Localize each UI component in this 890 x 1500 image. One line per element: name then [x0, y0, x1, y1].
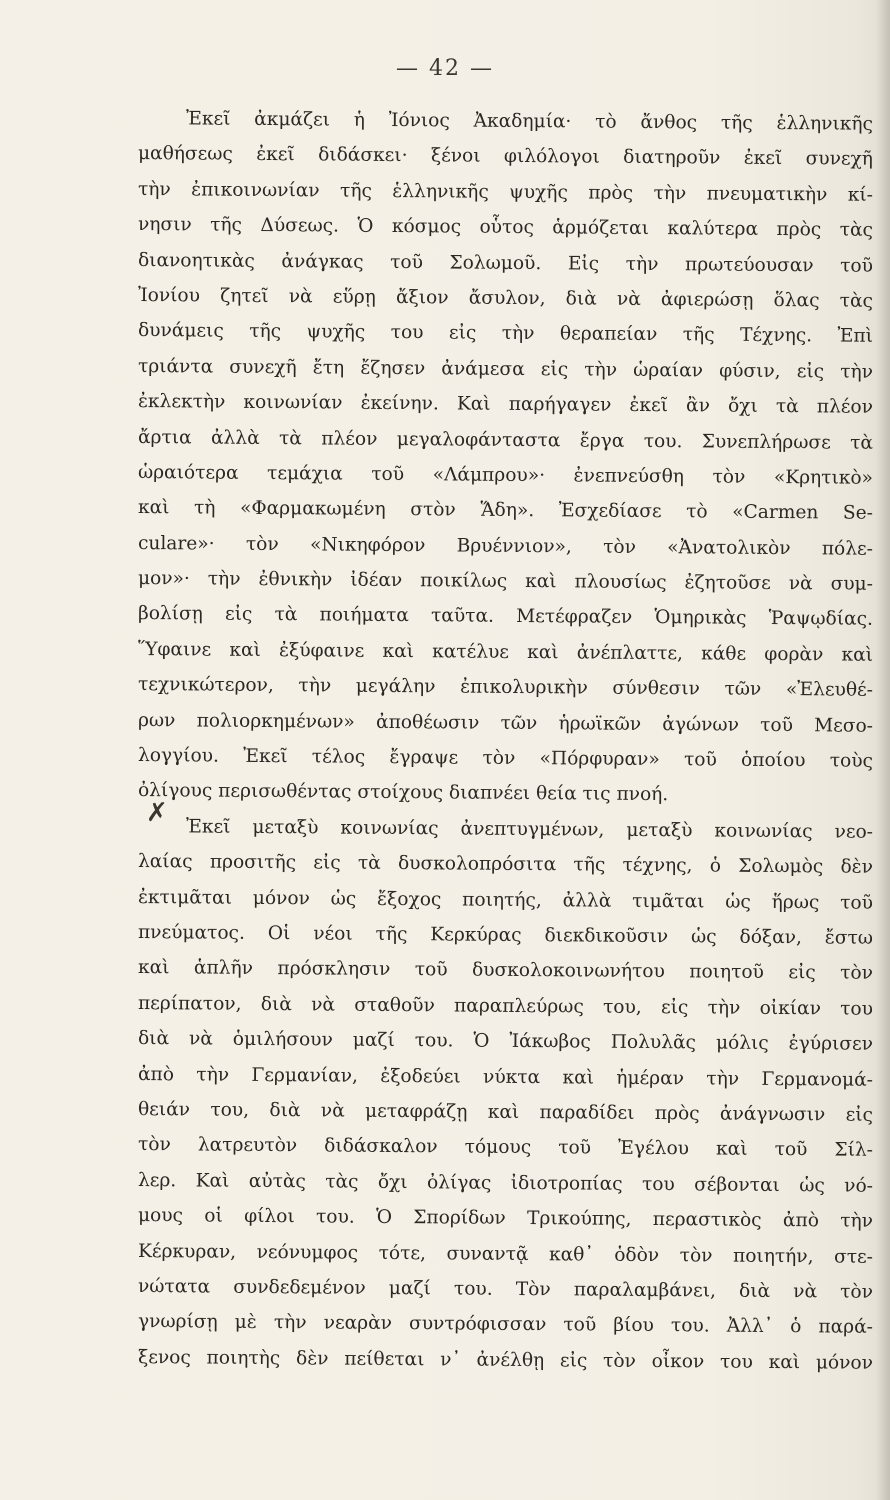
- page-number: — 42 —: [396, 56, 494, 81]
- text-line: ὡραιότερα τεμάχια τοῦ «Λάμπρου»· ἐνεπνεύσθη τὸν «Κρητικὸ»: [137, 461, 874, 489]
- text-line: ξενος ποιητὴς δὲν πείθεται ν᾽ ἀνέλθῃ εἰς τὸν οἶκον του καὶ μόνον: [137, 1346, 874, 1374]
- text-line: μον»· τὴν ἐθνικὴν ἰδέαν ποικίλως καὶ πλουσίως ἐζητοῦσε νὰ συμ-: [137, 568, 874, 595]
- text-line: περίπατον, διὰ νὰ σταθοῦν παραπλεύρως του, εἰς τὴν οἰκίαν του: [137, 992, 874, 1020]
- text-line: τεχνικώτερον, τὴν μεγάλην ἐπικολυρικὴν σύνθεσιν τῶν «Ἐλευθέ-: [137, 674, 874, 702]
- text-line: λερ. Καὶ αὐτὰς τὰς ὄχι ὀλίγας ἰδιοτροπίας του σέβονται ὡς νό-: [137, 1169, 874, 1197]
- text-line: μους οἱ φίλοι του. Ὁ Σπορίδων Τρικούπης, περαστικὸς ἀπὸ τὴν: [137, 1205, 874, 1232]
- text-line: θειάν του, διὰ νὰ μεταφράζῃ καὶ παραδίδει πρὸς ἀνάγνωσιν εἰς: [137, 1098, 874, 1126]
- margin-pencil-mark: ✗: [146, 798, 168, 828]
- text-line: ἐκτιμᾶται μόνον ὡς ἔξοχος ποιητής, ἀλλὰ τιμᾶται ὡς ἥρως τοῦ: [137, 886, 874, 914]
- text-line: γνωρίσῃ μὲ τὴν νεαρὰν συντρόφισσαν τοῦ βίου του. Ἀλλ᾽ ὁ παρά-: [137, 1311, 874, 1339]
- page-edge-shadow: [876, 0, 890, 1500]
- text-line: δυνάμεις τῆς ψυχῆς του εἰς τὴν θεραπείαν τῆς Τέχνης. Ἐπὶ: [137, 320, 874, 348]
- text-line: culare»· τὸν «Νικηφόρον Βρυέννιον», τὸν «Ἀνατολικὸν πόλε-: [137, 532, 874, 560]
- text-line: Κέρκυραν, νεόνυμφος τότε, συναντᾷ καθ᾽ ὁδὸν τὸν ποιητήν, στε-: [137, 1240, 874, 1268]
- text-line: νησιν τῆς Δύσεως. Ὁ κόσμος οὗτος ἁρμόζεται καλύτερα πρὸς τὰς: [137, 214, 874, 241]
- text-line: Ὕφαινε καὶ ἐξύφαινε καὶ κατέλυε καὶ ἀνέπλαττε, κάθε φορὰν καὶ: [137, 638, 874, 666]
- text-line: ρων πολιορκημένων» ἀποθέωσιν τῶν ἡρωϊκῶν ἀγώνων τοῦ Μεσο-: [137, 709, 874, 737]
- text-line: καὶ ἁπλῆν πρόσκλησιν τοῦ δυσκολοκοινωνήτου ποιητοῦ εἰς τὸν: [137, 957, 874, 985]
- text-line: τριάντα συνεχῆ ἔτη ἔζησεν ἀνάμεσα εἰς τὴν ὡραίαν φύσιν, εἰς τὴν: [137, 355, 874, 383]
- text-line: καὶ τὴ «Φαρμακωμένη στὸν Ἅδη». Ἐσχεδίασε τὸ «Carmen Se-: [137, 497, 874, 525]
- text-line: νώτατα συνδεδεμένον μαζί του. Τὸν παραλαμβάνει, διὰ νὰ τὸν: [137, 1275, 874, 1303]
- text-line: ἀπὸ τὴν Γερμανίαν, ἐξοδεύει νύκτα καὶ ἡμέραν τὴν Γερμανομά-: [137, 1063, 874, 1091]
- text-line: τὴν ἐπικοινωνίαν τῆς ἑλληνικῆς ψυχῆς πρὸς τὴν πνευματικὴν κί-: [137, 178, 874, 206]
- text-line: λογγίου. Ἐκεῖ τέλος ἔγραψε τὸν «Πόρφυραν» τοῦ ὁποίου τοὺς: [137, 745, 874, 772]
- text-line: διὰ νὰ ὁμιλήσουν μαζί του. Ὁ Ἰάκωβος Πολυλᾶς μόλις ἐγύρισεν: [137, 1028, 874, 1055]
- body-text: [138, 101, 873, 1375]
- text-line: ὀλίγους περισωθέντας στοίχους διαπνέει θεία τις πνοή.: [137, 780, 669, 806]
- text-line: βολίσῃ εἰς τὰ ποιήματα ταῦτα. Μετέφραζεν Ὁμηρικὰς Ῥαψῳδίας.: [137, 603, 874, 631]
- text-line: τὸν λατρευτὸν διδάσκαλον τόμους τοῦ Ἐγέλου καὶ τοῦ Σίλ-: [137, 1134, 874, 1162]
- text-line: ἄρτια ἀλλὰ τὰ πλέον μεγαλοφάνταστα ἔργα του. Συνεπλήρωσε τὰ: [137, 426, 874, 454]
- text-line: μαθήσεως ἐκεῖ διδάσκει· ξένοι φιλόλογοι διατηροῦν ἐκεῖ συνεχῆ: [137, 143, 874, 171]
- text-line: διανοητικὰς ἀνάγκας τοῦ Σολωμοῦ. Εἰς τὴν πρωτεύουσαν τοῦ: [137, 249, 874, 277]
- text-line: Ἐκεῖ μεταξὺ κοινωνίας ἀνεπτυγμένων, μεταξὺ κοινωνίας νεο-: [185, 816, 874, 843]
- text-line: Ἰονίου ζητεῖ νὰ εὕρῃ ἄξιον ἄσυλον, διὰ νὰ ἀφιερώσῃ ὅλας τὰς: [137, 284, 874, 312]
- text-line: πνεύματος. Οἱ νέοι τῆς Κερκύρας διεκδικοῦσιν ὡς δόξαν, ἔστω: [137, 921, 874, 949]
- text-line: ἐκλεκτὴν κοινωνίαν ἐκείνην. Καὶ παρήγαγεν ἐκεῖ ἂν ὄχι τὰ πλέον: [137, 391, 874, 418]
- text-line: λαίας προσιτῆς εἰς τὰ δυσκολοπρόσιτα τῆς τέχνης, ὁ Σολωμὸς δὲν: [137, 851, 874, 878]
- text-line: Ἐκεῖ ἀκμάζει ἡ Ἰόνιος Ἀκαδημία· τὸ ἄνθος τῆς ἑλληνικῆς: [185, 108, 874, 135]
